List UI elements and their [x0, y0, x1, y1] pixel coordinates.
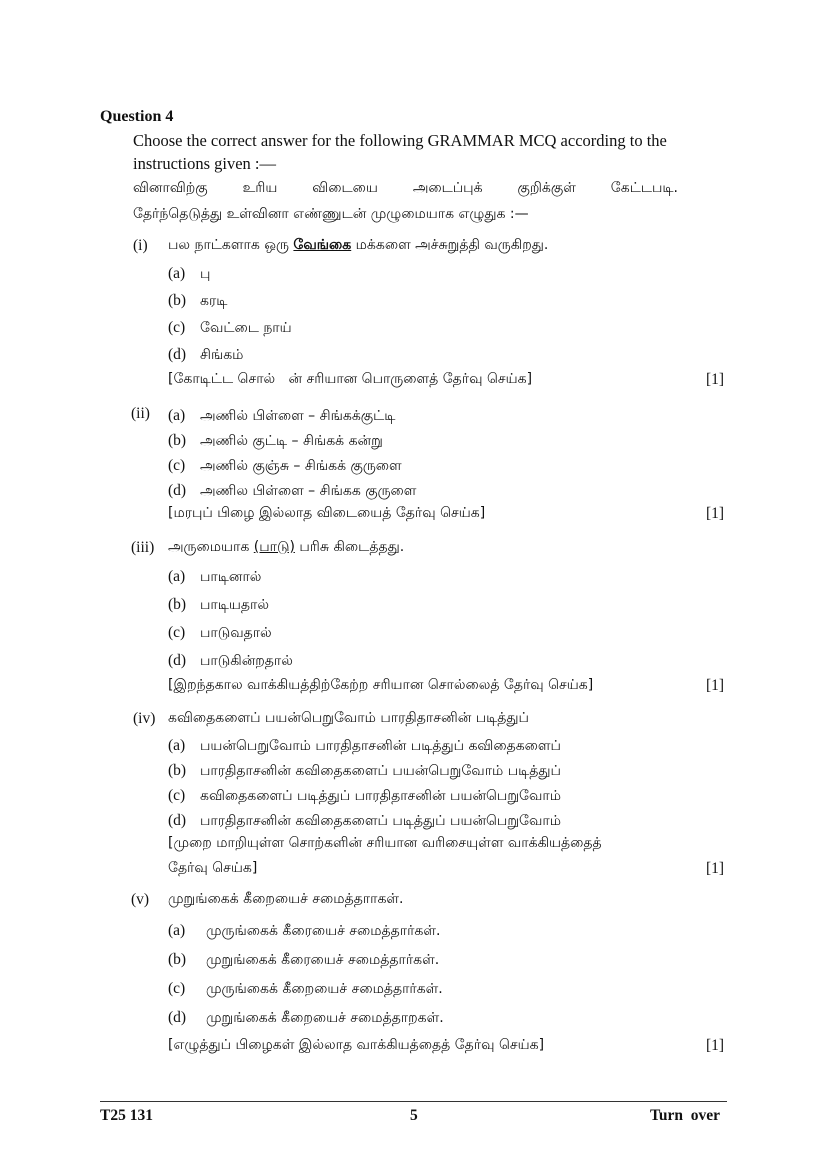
- option-i-d[interactable]: [168, 344, 243, 365]
- option-text: சிங்கம்: [200, 347, 244, 363]
- instruction-tamil-word: உரிய: [242, 180, 278, 196]
- instruction-tamil-word: விடையை: [312, 180, 378, 196]
- item-number-iv: (iv): [133, 710, 156, 727]
- item-stem-iv: கவிதைகளைப் பயன்பெறுவோம் பாரதிதாசனின் படித்துப்: [168, 710, 529, 726]
- option-text: முறுங்கைக் கீறையைச் சமைத்தாறகள்.: [206, 1010, 444, 1026]
- option-iv-a[interactable]: [168, 735, 561, 756]
- option-label: (b): [168, 951, 187, 968]
- option-iv-c[interactable]: [168, 785, 561, 806]
- item-stem-i: [168, 237, 548, 255]
- option-text: கரடி: [200, 293, 228, 309]
- option-iii-c[interactable]: [168, 622, 272, 643]
- option-iv-b[interactable]: [168, 760, 561, 781]
- option-v-a[interactable]: [168, 920, 440, 941]
- page-number: 5: [410, 1107, 418, 1124]
- option-i-b[interactable]: [168, 290, 227, 311]
- marks-v: [1]: [706, 1037, 725, 1054]
- option-label: (a): [168, 407, 186, 424]
- item-number-i: (i): [133, 237, 148, 254]
- option-text: முருங்கைக் கீறையைச் சமைத்தார்கள்.: [206, 981, 443, 997]
- option-label: (c): [168, 457, 186, 474]
- option-label: (c): [168, 980, 186, 997]
- instruction-english-line1: Choose the correct answer for the following GRAMMAR MCQ according to the: [133, 131, 667, 150]
- instruction-tamil-line1: [133, 180, 678, 198]
- option-label: (c): [168, 624, 186, 641]
- option-i-c[interactable]: [168, 317, 292, 338]
- option-label: (b): [168, 292, 187, 309]
- stem-text: அருமையாக: [168, 539, 254, 555]
- option-text: பயன்பெறுவோம் பாரதிதாசனின் படித்துப் கவிதைகளைப்: [200, 738, 561, 754]
- option-text: பு: [200, 266, 211, 282]
- option-label: (b): [168, 596, 187, 613]
- option-label: (a): [168, 265, 186, 282]
- item-stem-iii: [168, 539, 404, 557]
- option-v-b[interactable]: [168, 949, 439, 970]
- option-label: (d): [168, 812, 187, 829]
- instruction-tamil-word: கேட்டபடி.: [610, 180, 678, 196]
- option-iii-d[interactable]: [168, 650, 293, 671]
- option-text: பாரதிதாசனின் கவிதைகளைப் படித்துப் பயன்பெறுவோம்: [200, 813, 561, 829]
- option-iii-b[interactable]: [168, 594, 269, 615]
- option-text: அணில பிள்ளை – சிங்கக குருளை: [200, 483, 417, 499]
- option-label: (a): [168, 568, 186, 585]
- stem-text: பல நாட்களாக ஒரு: [168, 237, 294, 253]
- instruction-english-line2: instructions given :—: [133, 154, 276, 173]
- instruction-tamil-word: குறிக்குள்: [517, 180, 576, 196]
- item-instruction-iii: [இறந்தகால வாக்கியத்திற்கேற்ற சரியான சொல்லைத் தேர்வு செய்க]: [168, 677, 594, 693]
- option-text: முருங்கைக் கீரையைச் சமைத்தார்கள்.: [206, 923, 441, 939]
- option-text: முறுங்கைக் கீரையைச் சமைத்தார்கள்.: [206, 952, 440, 968]
- option-text: கவிதைகளைப் படித்துப் பாரதிதாசனின் பயன்பெறுவோம்: [200, 788, 561, 804]
- option-label: (c): [168, 319, 186, 336]
- marks-ii: [1]: [706, 505, 725, 522]
- instruction-tamil-word: வினாவிற்கு: [133, 180, 208, 196]
- instruction-tamil-line2: தேர்ந்தெடுத்து உள்வினா எண்ணுடன் முழுமையாக எழுதுக :—: [133, 206, 529, 222]
- option-ii-a[interactable]: [168, 405, 395, 426]
- option-text: பாடினால்: [200, 569, 262, 585]
- item-instruction-i: [கோடிட்ட சொல் ன் சரியான பொருளைத் தேர்வு செய்க]: [168, 371, 533, 387]
- option-text: அணில் குஞ்சு – சிங்கக் குருளை: [200, 458, 402, 474]
- option-label: (d): [168, 346, 187, 363]
- paper-code: T25 131: [100, 1107, 153, 1124]
- stem-keyword: (பாடு): [253, 539, 295, 555]
- option-label: (d): [168, 1009, 187, 1026]
- option-text: பாடுகின்றதால்: [200, 653, 293, 669]
- option-label: (b): [168, 432, 187, 449]
- option-ii-c[interactable]: [168, 455, 402, 476]
- option-label: (d): [168, 482, 187, 499]
- option-v-c[interactable]: [168, 978, 443, 999]
- option-iv-d[interactable]: [168, 810, 561, 831]
- option-i-a[interactable]: [168, 263, 210, 284]
- item-instruction-ii: [மரபுப் பிழை இல்லாத விடையைத் தேர்வு செய்க]: [168, 505, 486, 521]
- option-text: பாடியதால்: [200, 597, 269, 613]
- stem-text: பரிசு கிடைத்தது.: [294, 539, 405, 555]
- stem-text: மக்களை அச்சுறுத்தி வருகிறது.: [351, 237, 549, 253]
- marks-iv: [1]: [706, 860, 725, 877]
- option-text: அணில் குட்டி – சிங்கக் கன்று: [200, 433, 383, 449]
- option-label: (a): [168, 922, 186, 939]
- item-number-ii: (ii): [131, 405, 150, 422]
- option-v-d[interactable]: [168, 1007, 444, 1028]
- option-text: அணில் பிள்ளை – சிங்கக்குட்டி: [200, 408, 396, 424]
- item-instruction-iv-line1: [முறை மாறியுள்ள சொற்களின் சரியான வரிசையுள்ள வாக்கியத்தைத்: [168, 835, 602, 851]
- item-instruction-iv-line2: தேர்வு செய்க]: [168, 860, 258, 876]
- question-title: Question 4: [100, 108, 174, 125]
- option-label: (b): [168, 762, 187, 779]
- item-number-iii: (iii): [131, 539, 155, 556]
- turn-over: Turn over: [650, 1107, 721, 1124]
- stem-keyword: வேங்கை: [293, 237, 352, 253]
- item-number-v: (v): [131, 891, 150, 908]
- option-ii-b[interactable]: [168, 430, 383, 451]
- option-ii-d[interactable]: [168, 480, 416, 501]
- option-label: (a): [168, 737, 186, 754]
- option-iii-a[interactable]: [168, 566, 261, 587]
- option-label: (c): [168, 787, 186, 804]
- footer-divider: [100, 1101, 727, 1102]
- instruction-tamil-word: அடைப்புக்: [412, 180, 483, 196]
- option-text: வேட்டை நாய்: [200, 320, 292, 336]
- option-text: பாடுவதால்: [200, 625, 272, 641]
- option-label: (d): [168, 652, 187, 669]
- item-stem-v: முறுங்கைக் கீறையைச் சமைத்தாாகள்.: [168, 891, 404, 907]
- option-text: பாரதிதாசனின் கவிதைகளைப் பயன்பெறுவோம் படித்துப்: [200, 763, 561, 779]
- marks-iii: [1]: [706, 677, 725, 694]
- item-instruction-v: [எழுத்துப் பிழைகள் இல்லாத வாக்கியத்தைத் தேர்வு செய்க]: [168, 1037, 545, 1053]
- marks-i: [1]: [706, 371, 725, 388]
